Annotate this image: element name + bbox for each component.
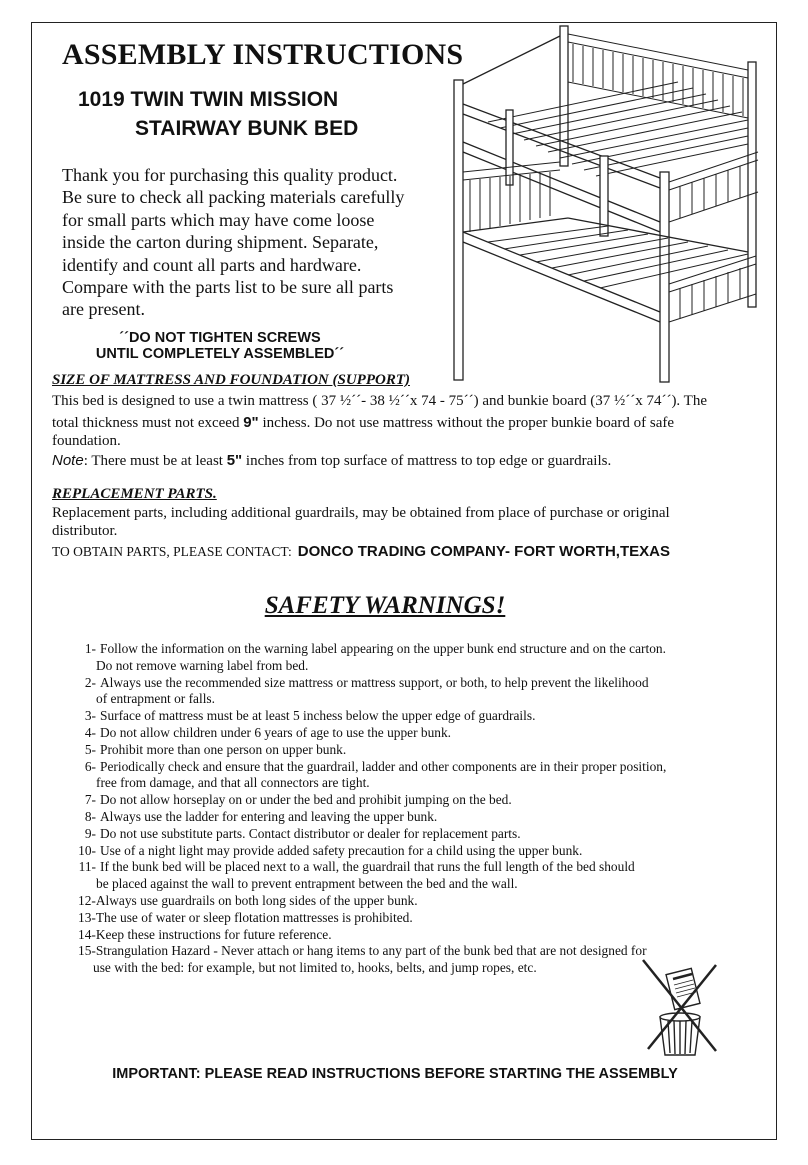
warning-item: 10- Use of a night light may provide added safety precaution for a child using the upper bunk. xyxy=(78,842,583,858)
intro-line: Be sure to check all packing materials carefully xyxy=(62,187,405,208)
caution-line1: ´´DO NOT TIGHTEN SCREWS xyxy=(119,330,321,346)
warning-item: 2- Always use the recommended size mattress or mattress support, or both, to help prevent the likelihood xyxy=(84,674,649,690)
warning-item: 3- Surface of mattress must be at least 5 inchess below the upper edge of guardrails. xyxy=(84,708,536,724)
warning-item-cont: of entrapment or falls. xyxy=(96,691,215,707)
warning-item: 14- Keep these instructions for future reference. xyxy=(78,926,332,942)
note-suffix: inches from top surface of mattress to top edge or guardrails. xyxy=(245,453,612,469)
warning-item: 6- Periodically check and ensure that the guardrail, ladder and other components are in their proper position, xyxy=(84,758,667,774)
warning-item-cont: free from damage, and that all connectors are tight. xyxy=(96,775,370,791)
min-clearance-value: 5" xyxy=(226,452,243,469)
safety-warnings-heading: SAFETY WARNINGS! xyxy=(264,592,506,619)
mattress-thickness-suffix: inchess. Do not use mattress without the proper bunkie board of safe xyxy=(262,415,675,431)
max-thickness-value: 9" xyxy=(243,414,259,431)
important-notice: IMPORTANT: PLEASE READ INSTRUCTIONS BEFORE STARTING THE ASSEMBLY xyxy=(112,1066,678,1082)
warning-item: 7- Do not allow horseplay on or under the bed and prohibit jumping on the bed. xyxy=(84,792,512,808)
intro-paragraph xyxy=(62,164,434,321)
contact-line xyxy=(52,543,670,560)
warning-item-cont: be placed against the wall to prevent entrapment between the bed and the wall. xyxy=(96,876,518,892)
warning-item-cont: Do not remove warning label from bed. xyxy=(96,657,309,673)
intro-line: inside the carton during shipment. Separate, xyxy=(62,232,379,253)
caution-line2: UNTIL COMPLETELY ASSEMBLED´´ xyxy=(95,346,345,362)
warning-item: 13- The use of water or sleep flotation mattresses is prohibited. xyxy=(78,909,413,925)
product-name-line1: 1019 TWIN TWIN MISSION xyxy=(78,88,339,111)
note-prefix: : There must be at least xyxy=(83,453,223,469)
product-name-line2: STAIRWAY BUNK BED xyxy=(135,117,359,140)
mattress-size-heading: SIZE OF MATTRESS AND FOUNDATION (SUPPORT) xyxy=(52,372,410,388)
warning-item: 9- Do not use substitute parts. Contact distributor or dealer for replacement parts. xyxy=(84,825,521,841)
warning-item: 1- Follow the information on the warning label appearing on the upper bunk end structure and on the carton. xyxy=(84,641,666,656)
warning-item: 5- Prohibit more than one person on upper bunk. xyxy=(84,741,347,757)
warning-item: 12- Always use guardrails on both long sides of the upper bunk. xyxy=(78,892,418,908)
warning-item: 15- Strangulation Hazard - Never attach or hang items to any part of the bunk bed that are not designed for xyxy=(78,943,647,959)
replacement-parts-text-cont: distributor. xyxy=(52,523,118,539)
replacement-parts-text: Replacement parts, including additional guardrails, may be obtained from place of purchase or original xyxy=(52,505,670,521)
warning-item: 8- Always use the ladder for entering and leaving the upper bunk. xyxy=(84,808,438,824)
intro-line: for small parts which may have come loose xyxy=(62,209,375,230)
company-name: DONCO TRADING COMPANY- FORT WORTH,TEXAS xyxy=(297,543,670,560)
warning-item-cont: use with the bed: for example, but not limited to, hooks, belts, and jump ropes, etc. xyxy=(93,960,537,976)
page-title: ASSEMBLY INSTRUCTIONS xyxy=(62,38,464,71)
intro-line: identify and count all parts and hardware. xyxy=(62,254,362,275)
intro-line: Thank you for purchasing this quality product. xyxy=(62,165,398,185)
mattress-thickness-prefix: total thickness must not exceed xyxy=(52,415,240,431)
note-label: Note xyxy=(52,452,84,469)
mattress-thickness-text xyxy=(52,414,674,432)
intro-line: Compare with the parts list to be sure all parts xyxy=(62,277,394,298)
replacement-parts-heading: REPLACEMENT PARTS. xyxy=(52,486,217,502)
bunk-bed-illustration xyxy=(448,22,778,387)
warning-item: 11- If the bunk bed will be placed next to a wall, the guardrail that runs the full length of the bed should xyxy=(78,859,635,875)
safety-warnings-list xyxy=(70,641,760,977)
contact-label: TO OBTAIN PARTS, PLEASE CONTACT: xyxy=(52,544,292,559)
do-not-discard-instructions-icon xyxy=(640,955,720,1059)
mattress-note xyxy=(52,452,611,470)
warning-item: 4- Do not allow children under 6 years of age to use the upper bunk. xyxy=(84,724,452,740)
mattress-size-text: This bed is designed to use a twin mattress ( 37 ½´´- 38 ½´´x 74 - 75´´) and bunkie board (37 ½´´x 74´´). The xyxy=(52,393,707,409)
mattress-foundation-text: foundation. xyxy=(52,433,121,449)
intro-line: are present. xyxy=(62,299,145,320)
